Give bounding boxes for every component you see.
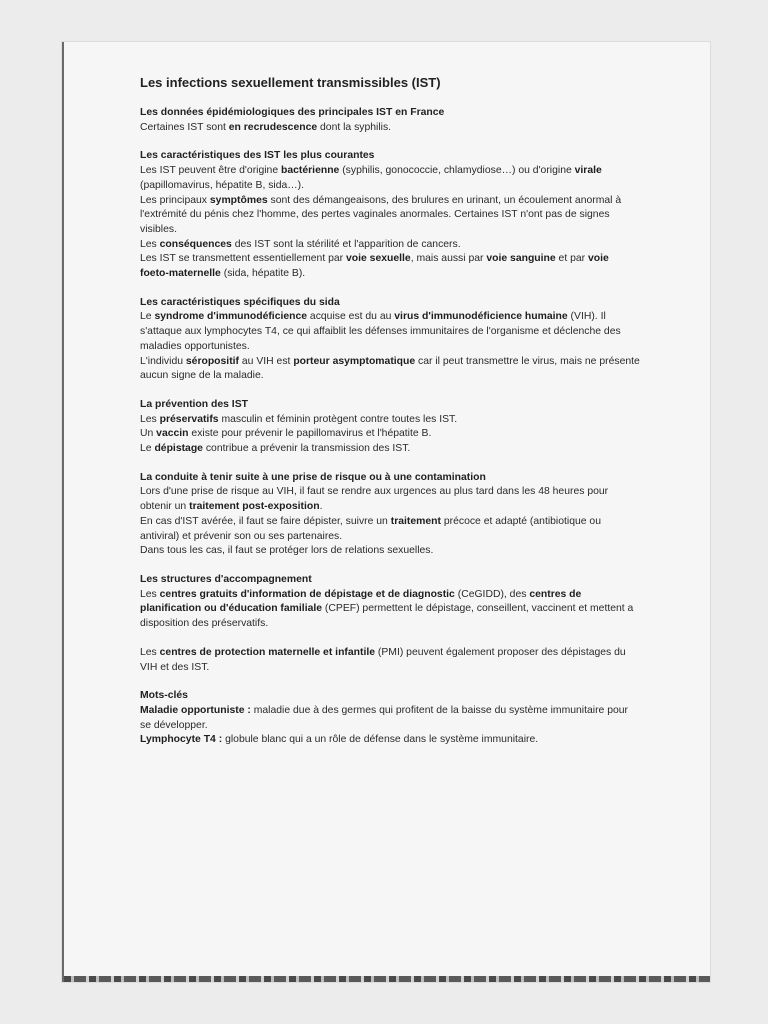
text-run: acquise est du au [307, 311, 395, 323]
section [140, 646, 640, 675]
text-run: contribue a prévenir la transmission des IST. [202, 443, 411, 455]
text-run: Les [140, 413, 160, 425]
paragraph [140, 310, 640, 354]
paragraph [140, 704, 640, 733]
text-run: Les [140, 646, 160, 658]
text-run: globule blanc qui a un rôle de défense dans le système immunitaire. [222, 734, 539, 746]
bold-term: dépistage [154, 443, 203, 455]
section [140, 106, 640, 135]
bold-term: virus d'immunodéficience humaine [394, 311, 568, 323]
paragraph [140, 544, 640, 559]
document-content [140, 75, 640, 762]
section-heading: Les caractéristiques spécifiques du sida [140, 296, 340, 308]
text-run: (syphilis, gonococcie, chlamydiose…) ou d'origine [339, 165, 575, 177]
text-run: (CeGIDD), des [454, 588, 530, 600]
text-run: . [319, 501, 323, 513]
document-page [62, 42, 710, 982]
bold-term: centres gratuits d'information de dépistage et de diagnostic [159, 588, 455, 600]
paragraph [140, 355, 640, 384]
bold-term: voie sanguine [486, 253, 556, 265]
bold-term: centres de planification ou d'éducation familiale [140, 588, 582, 615]
section [140, 471, 640, 559]
text-run: Les IST peuvent être d'origine [140, 165, 281, 177]
text-run: L'individu [140, 355, 186, 367]
text-run: existe pour prévenir le papillomavirus et l'hépatite B. [188, 428, 432, 440]
bold-term: virale [574, 165, 602, 177]
bold-term: séropositif [185, 355, 240, 367]
text-run: Un [140, 428, 157, 440]
page-bottom-edge [64, 976, 710, 982]
bold-term: syndrome d'immunodéficience [154, 311, 308, 323]
section [140, 149, 640, 281]
text-run: masculin et féminin protègent contre toutes les IST. [218, 413, 458, 425]
paragraph [140, 515, 640, 544]
section-heading: Les données épidémiologiques des principales IST en France [140, 107, 445, 118]
paragraph [140, 733, 640, 748]
text-run: Les [140, 238, 160, 250]
text-run: Les IST se transmettent essentiellement par [140, 253, 346, 265]
paragraph [140, 252, 640, 281]
text-run: des IST sont la stérilité et l'apparition de cancers. [231, 238, 461, 250]
text-run: Le [140, 443, 155, 455]
section [140, 689, 640, 748]
text-run: Lors d'une prise de risque au VIH, il faut se rendre aux urgences au plus tard dans les 48 heures pour obtenir un [140, 486, 609, 513]
paragraph [140, 413, 640, 428]
bold-term: traitement [390, 515, 441, 527]
text-run: (PMI) peuvent également proposer des dépistages du VIH et des IST. [140, 646, 626, 673]
text-run: au VIH est [239, 355, 294, 367]
bold-term: voie sexuelle [346, 253, 411, 265]
bold-term: symptômes [209, 194, 268, 206]
text-run: Le [140, 311, 155, 323]
bold-term: conséquences [159, 238, 232, 250]
paragraph [140, 194, 640, 238]
section-heading: Les structures d'accompagnement [140, 573, 312, 585]
bold-term: traitement post-exposition [189, 501, 320, 513]
text-run: Les [140, 588, 160, 600]
text-run: (VIH). Il s'attaque aux lymphocytes T4, ce qui affaiblit les défenses immunitaires de l'organisme et déclenche des maladies opportunistes. [140, 311, 621, 352]
text-run: (papillomavirus, hépatite B, sida…). [140, 179, 305, 191]
section-heading: La conduite à tenir suite à une prise de risque ou à une contamination [140, 471, 486, 483]
text-run: Dans tous les cas, il faut se protéger lors de relations sexuelles. [140, 545, 434, 557]
bold-term: Maladie opportuniste : [140, 704, 251, 716]
text-run: Les principaux [140, 194, 210, 206]
section-heading: Mots-clés [140, 690, 188, 702]
text-run: sont des démangeaisons, des brulures en urinant, un écoulement anormal à l'extrémité du pénis chez l'homme, des pertes vaginales anormales. Certaines IST n'ont pas de signes visibles. [140, 194, 622, 235]
paragraph [140, 646, 640, 675]
paragraph [140, 164, 640, 193]
section-heading: Les caractéristiques des IST les plus courantes [140, 150, 375, 162]
text-run: maladie due à des germes qui profitent de la baisse du système immunitaire pour se développer. [140, 704, 628, 731]
section [140, 398, 640, 457]
bold-term: préservatifs [159, 413, 219, 425]
text-run: En cas d'IST avérée, il faut se faire dépister, suivre un [140, 515, 391, 527]
bold-term: vaccin [156, 428, 189, 440]
bold-term: centres de protection maternelle et infantile [159, 646, 376, 658]
section [140, 573, 640, 632]
paragraph [140, 427, 640, 442]
paragraph [140, 121, 640, 136]
section-heading: La prévention des IST [140, 398, 248, 410]
bold-term: Lymphocyte T4 : [140, 734, 223, 746]
text-run: (sida, hépatite B). [220, 268, 306, 280]
text-run: Certaines IST sont [140, 121, 229, 133]
text-run: (CPEF) permettent le dépistage, conseillent, vaccinent et mettent a disposition des préservatifs. [140, 603, 634, 630]
text-run: car il peut transmettre le virus, mais ne présente aucun signe de la maladie. [140, 355, 640, 382]
text-run: dont la syphilis. [317, 121, 392, 133]
section [140, 296, 640, 384]
paragraph [140, 238, 640, 253]
text-run: précoce et adapté (antibiotique ou antiviral) et prévenir son ou ses partenaires. [140, 515, 601, 542]
text-run: , mais aussi par [410, 253, 487, 265]
bold-term: en recrudescence [228, 121, 318, 133]
paragraph [140, 442, 640, 457]
bold-term: bactérienne [281, 165, 340, 177]
sections-container [140, 106, 640, 748]
bold-term: porteur asymptomatique [293, 355, 416, 367]
text-run: et par [555, 253, 589, 265]
paragraph [140, 485, 640, 514]
page-title: Les infections sexuellement transmissibles (IST) [140, 75, 441, 90]
paragraph [140, 588, 640, 632]
bold-term: voie foeto-maternelle [140, 253, 609, 280]
